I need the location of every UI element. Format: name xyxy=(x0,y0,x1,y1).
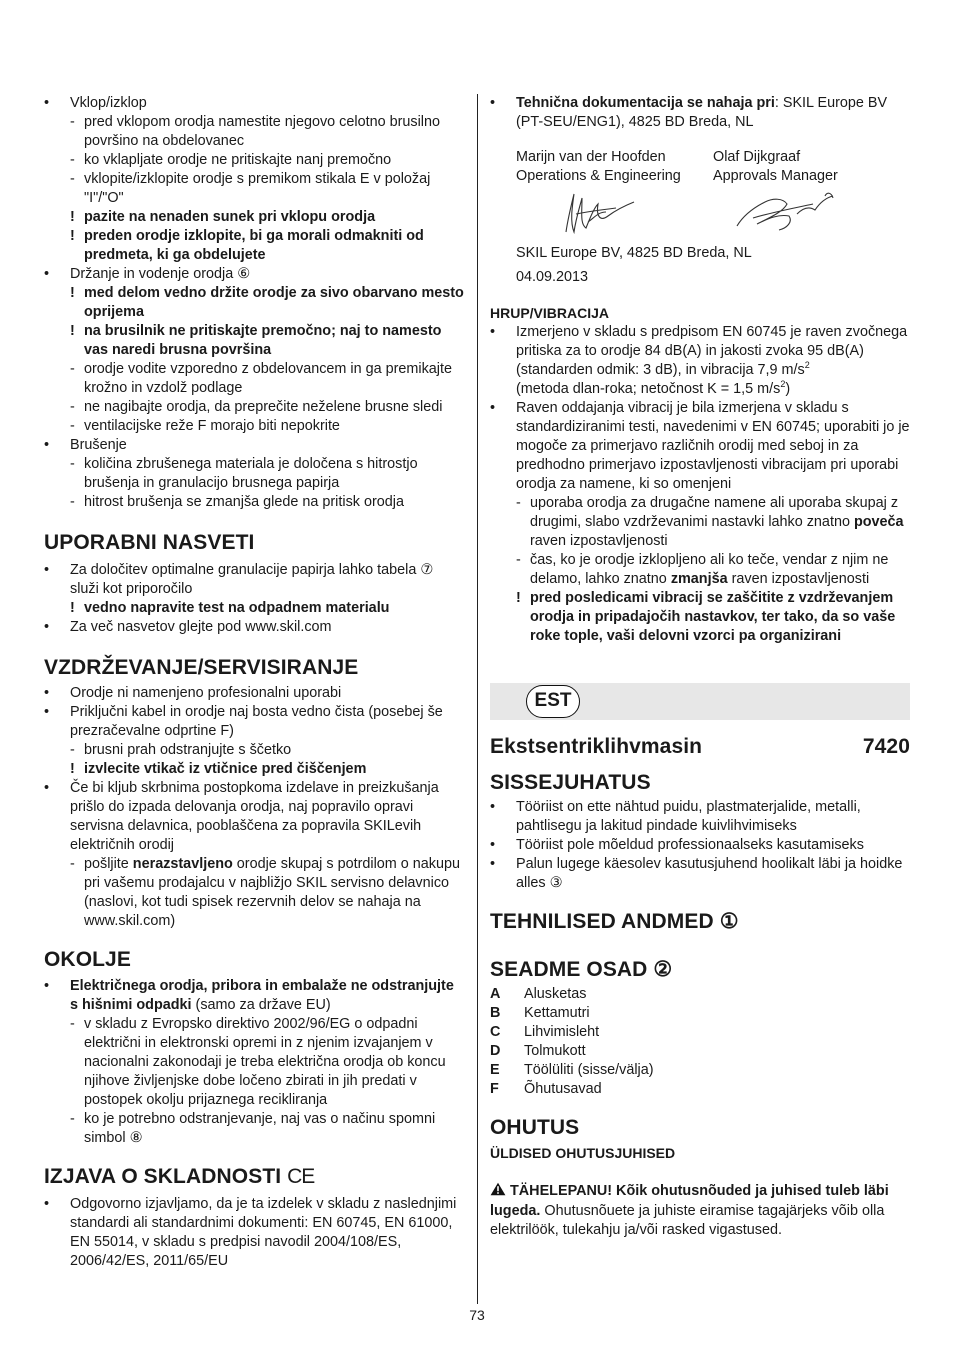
warning-item: ! na brusilnik ne pritiskajte premočno; naj to namesto vas naredi brusna površina xyxy=(44,322,464,360)
section-heading-maintenance: VZDRŽEVANJE/SERVISIRANJE xyxy=(44,656,359,679)
language-bar xyxy=(490,683,910,720)
warning-item: ! preden orodje izklopite, bi ga morali odmakniti od predmeta, ki ga obdelujete xyxy=(44,227,464,265)
signature-image xyxy=(713,188,910,240)
list-item: A Alusketas xyxy=(490,986,587,1002)
signer-role: Approvals Manager xyxy=(713,168,838,184)
warning-item: ! pazite na nenaden sunek pri vklopu orodja xyxy=(44,208,464,227)
list-item: - v skladu z Evropsko direktivo 2002/96/EG o odpadni električni in elektronski opremi in z njenim izvajanjem v nacionalni zakonodaji je treba električna orodja ob koncu njihove življenjske dobe ločeno zbirati in jih predati v postopek okolju prijaznega recikliranja xyxy=(44,1015,464,1110)
list-item: • Električnega orodja, pribora in embalaže ne odstranjujte s hišnimi odpadki (samo za države EU) xyxy=(44,977,464,1015)
list-item: E Töölüliti (sisse/välja) xyxy=(490,1062,654,1078)
list-item: • Za več nasvetov glejte pod www.skil.com xyxy=(44,618,464,637)
product-title xyxy=(490,735,910,759)
list-item: - ko vklapljate orodje ne pritiskajte nanj premočno xyxy=(44,151,464,170)
signature-image xyxy=(516,188,713,240)
warning-item: ! med delom vedno držite orodje za sivo obarvano mesto oprijema xyxy=(44,284,464,322)
list-item: • Vklop/izklop xyxy=(44,94,464,113)
section-heading-environment: OKOLJE xyxy=(44,948,131,971)
list-item: - vklopite/izklopite orodje s premikom stikala E v položaj "I"/"O" xyxy=(44,170,464,208)
column-divider xyxy=(477,94,478,1304)
list-item: • Izmerjeno v skladu s predpisom EN 60745 je raven zvočnega pritiska za to orodje 84 dB(A) in jakosti zvoka 95 dB(A) (standarden odmik: 3 dB), in vibracija 7,9 $m/s^2$ (metoda dlan-roka; netočnost K = 1,5 $m/s^2$) xyxy=(490,323,910,399)
safety-subheading: ÜLDISED OHUTUSJUHISED xyxy=(490,1145,676,1161)
list-item: - ne nagibajte orodja, da preprečite neželene brusne sledi xyxy=(44,398,464,417)
list-item: • Priključni kabel in orodje naj bosta vedno čista (posebej še prezračevalne odprtine F) xyxy=(44,703,464,741)
list-item: - pošljite nerazstavljeno orodje skupaj s potrdilom o nakupu pri vašemu prodajalcu v najbližjo SKIL servisno delavnico (naslovi, kot tudi spisek rezervnih delov se nahaja na www.skil.com) xyxy=(44,855,464,931)
list-item: • Če bi kljub skrbnima postopkoma izdelave in preizkušanja prišlo do izpada delovanja orodja, naj popravilo opravi servisna delavnica, pooblaščena za popravila SKILevih električnih orodij xyxy=(44,779,464,855)
list-item: - uporaba orodja za drugačne namene ali uporaba skupaj z drugimi, slabo vzdrževanimi nastavki lahko znatno poveča raven izpostavljenosti xyxy=(490,494,910,551)
warning-item: ! izvlecite vtikač iz vtičnice pred čiščenjem xyxy=(44,760,464,779)
section-heading-intro: SISSEJUHATUS xyxy=(490,771,651,794)
list-item: F Õhutusavad xyxy=(490,1081,602,1097)
parts-list xyxy=(490,985,910,1099)
list-item: • Odgovorno izjavljamo, da je ta izdelek v skladu z naslednjimi standardi ali standardnimi dokumenti: EN 60745, EN 61000, EN 55014, v skladu s predpisi navodil 2004/108/ES, 2006/42/ES, 2011/65/EU xyxy=(44,1195,464,1271)
signer-name: Marijn van der Hoofden xyxy=(516,149,666,165)
list-item: - hitrost brušenja se zmanjša glede na pritisk orodja xyxy=(44,493,464,512)
list-item: • Brušenje xyxy=(44,436,464,455)
list-item: B Kettamutri xyxy=(490,1005,590,1021)
warning-item: ! pred posledicami vibracij se zaščitite z vzdrževanjem orodja in pripadajočih nastavkov, ter tako, da so vaše roke tople, vaši delovni vzorci pa organizirani xyxy=(490,589,910,646)
list-item: - čas, ko je orodje izklopljeno ali ko teče, vendar z njim ne delamo, lahko znatno zmanjša raven izpostavljenosti xyxy=(490,551,910,589)
signature-block xyxy=(490,148,910,240)
ce-mark: CE xyxy=(287,1165,315,1188)
list-item: C Lihvimisleht xyxy=(490,1024,600,1040)
declaration-date: 04.09.2013 xyxy=(516,269,589,285)
left-column xyxy=(44,94,464,1271)
list-item: • Palun lugege käesolev kasutusjuhend hoolikalt läbi ja hoidke alles ③ xyxy=(490,855,910,893)
section-heading-tips: UPORABNI NASVETI xyxy=(44,531,255,554)
signer-role: Operations & Engineering xyxy=(516,168,681,184)
list-item: • Tehnična dokumentacija se nahaja pri: SKIL Europe BV (PT-SEU/ENG1), 4825 BD Breda, NL xyxy=(490,94,910,132)
section-heading-safety: OHUTUS xyxy=(490,1116,580,1139)
safety-warning: TÄHELEPANU! Kõik ohutusnõuded ja juhised tuleb läbi lugeda. Ohutusnõuete ja juhiste eiramise tagajärjeks võib olla elektrilöök, tulekahju ja/või rasked vigastused. xyxy=(490,1183,889,1238)
company-address: SKIL Europe BV, 4825 BD Breda, NL xyxy=(516,245,752,261)
list-item: - ko je potrebno odstranjevanje, naj vas o načinu spomni simbol ⑧ xyxy=(44,1110,464,1148)
list-item: • Raven oddajanja vibracij je bila izmerjena v skladu s standardiziranimi testi, navedenimi v EN 60745; uporabiti jo je mogoče za primerjavo različnih orodij med seboj in za predhodno primerjavo izpostavljenosti vibracijam pri uporabi orodja za namene, ki so omenjeni xyxy=(490,399,910,494)
list-item: • Orodje ni namenjeno profesionalni uporabi xyxy=(44,684,464,703)
list-item: - količina zbrušenega materiala je določena s hitrostjo brušenja in granulacijo brusnega papirja xyxy=(44,455,464,493)
list-item: • Tööriist on ette nähtud puidu, plastmaterjalide, metalli, pahtlisegu ja lakitud pindade kuivlihvimiseks xyxy=(490,798,910,836)
warning-triangle-icon xyxy=(490,1182,506,1202)
list-item: • Tööriist pole mõeldud professionaalseks kasutamiseks xyxy=(490,836,910,855)
list-item: - pred vklopom orodja namestite njegovo celotno brusilno površino na obdelovanec xyxy=(44,113,464,151)
product-model: 7420 xyxy=(862,735,910,758)
right-column xyxy=(490,94,910,1240)
list-item: D Tolmukott xyxy=(490,1043,586,1059)
section-heading-tech-data: TEHNILISED ANDMED ① xyxy=(490,910,739,933)
list-item: - brusni prah odstranjujte s ščetko xyxy=(44,741,464,760)
list-item: • Držanje in vodenje orodja ⑥ xyxy=(44,265,464,284)
section-heading-conformity: IZJAVA O SKLADNOSTI CE xyxy=(44,1165,315,1188)
list-item: - ventilacijske reže F morajo biti nepokrite xyxy=(44,417,464,436)
list-item: - orodje vodite vzporedno z obdelovancem in ga premikajte krožno in vzdolž podlage xyxy=(44,360,464,398)
warning-item: ! vedno napravite test na odpadnem materialu xyxy=(44,599,464,618)
section-heading-parts: SEADME OSAD ② xyxy=(490,958,673,981)
page-number: 73 xyxy=(469,1307,485,1323)
language-badge: EST xyxy=(526,685,580,718)
signer-name: Olaf Dijkgraaf xyxy=(713,149,801,165)
section-heading-noise: HRUP/VIBRACIJA xyxy=(490,305,610,321)
product-name: Ekstsentriklihvmasin xyxy=(490,735,703,758)
list-item: • Za določitev optimalne granulacije papirja lahko tabela ⑦ služi kot priporočilo xyxy=(44,561,464,599)
